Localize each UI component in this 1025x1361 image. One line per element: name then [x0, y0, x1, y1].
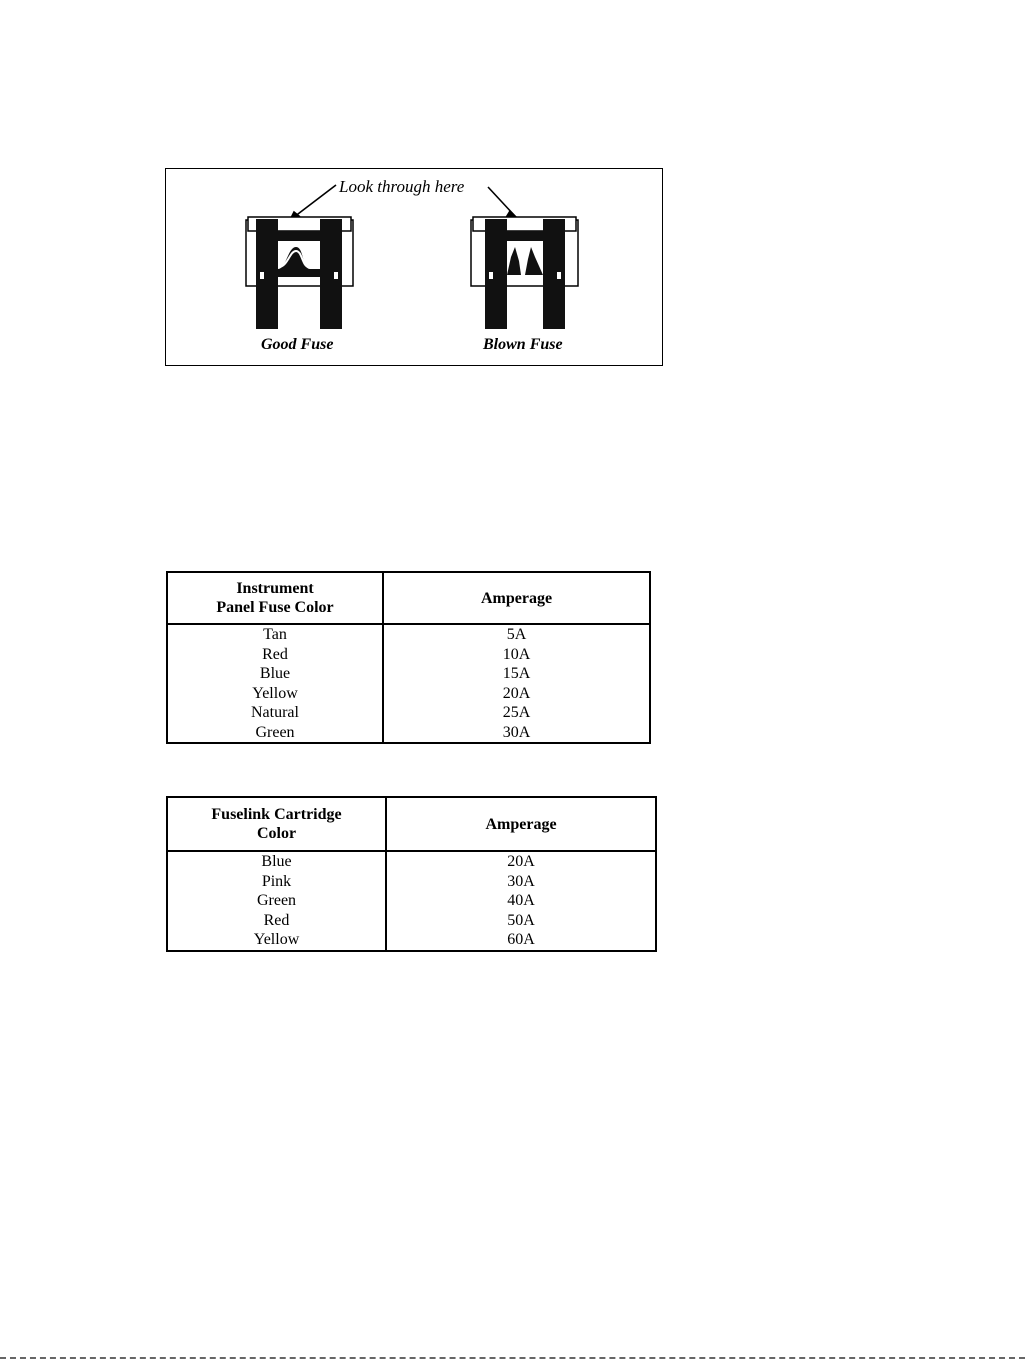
header-line: Color — [256, 825, 297, 842]
amperage-cell: 5A — [383, 624, 650, 645]
color-cell: Yellow — [167, 684, 383, 704]
fuse-illustration — [166, 169, 664, 367]
fuse-diagram — [165, 168, 663, 366]
amperage-column-header: Amperage — [383, 572, 650, 624]
header-line: Panel Fuse Color — [216, 599, 334, 616]
amperage-cell: 40A — [386, 891, 656, 911]
color-cell: Green — [167, 723, 383, 744]
table-row — [167, 891, 656, 911]
blown-fuse-label: Blown Fuse — [483, 336, 563, 353]
good-fuse-label: Good Fuse — [261, 336, 334, 353]
table-row — [167, 930, 656, 951]
table-row — [167, 645, 650, 665]
amperage-column-header: Amperage — [386, 797, 656, 851]
color-cell: Blue — [167, 664, 383, 684]
table-body — [167, 851, 656, 951]
header-line: Instrument — [236, 580, 314, 597]
header-line: Fuselink Cartridge — [211, 806, 342, 823]
table-row — [167, 872, 656, 892]
color-cell: Yellow — [167, 930, 386, 951]
amperage-cell: 50A — [386, 911, 656, 931]
color-column-header — [167, 797, 386, 851]
amperage-cell: 60A — [386, 930, 656, 951]
page-edge-rule — [0, 1357, 1025, 1359]
amperage-cell: 20A — [383, 684, 650, 704]
callout-label: Look through here — [339, 177, 465, 196]
color-column-header — [167, 572, 383, 624]
color-cell: Natural — [167, 703, 383, 723]
table-row — [167, 624, 650, 645]
table-row — [167, 723, 650, 744]
table-row — [167, 911, 656, 931]
table-row — [167, 703, 650, 723]
amperage-cell: 20A — [386, 851, 656, 872]
good-fuse-icon — [246, 217, 353, 329]
color-cell: Tan — [167, 624, 383, 645]
amperage-cell: 30A — [386, 872, 656, 892]
table-body — [167, 624, 650, 743]
table-row — [167, 851, 656, 872]
amperage-cell: 15A — [383, 664, 650, 684]
blown-fuse-icon — [471, 217, 578, 329]
color-cell: Blue — [167, 851, 386, 872]
table-row — [167, 664, 650, 684]
color-cell: Pink — [167, 872, 386, 892]
instrument-panel-fuse-table — [166, 571, 651, 744]
amperage-cell: 25A — [383, 703, 650, 723]
amperage-cell: 10A — [383, 645, 650, 665]
color-cell: Red — [167, 645, 383, 665]
color-cell: Red — [167, 911, 386, 931]
table-row — [167, 684, 650, 704]
fuselink-cartridge-table — [166, 796, 657, 952]
color-cell: Green — [167, 891, 386, 911]
amperage-cell: 30A — [383, 723, 650, 744]
